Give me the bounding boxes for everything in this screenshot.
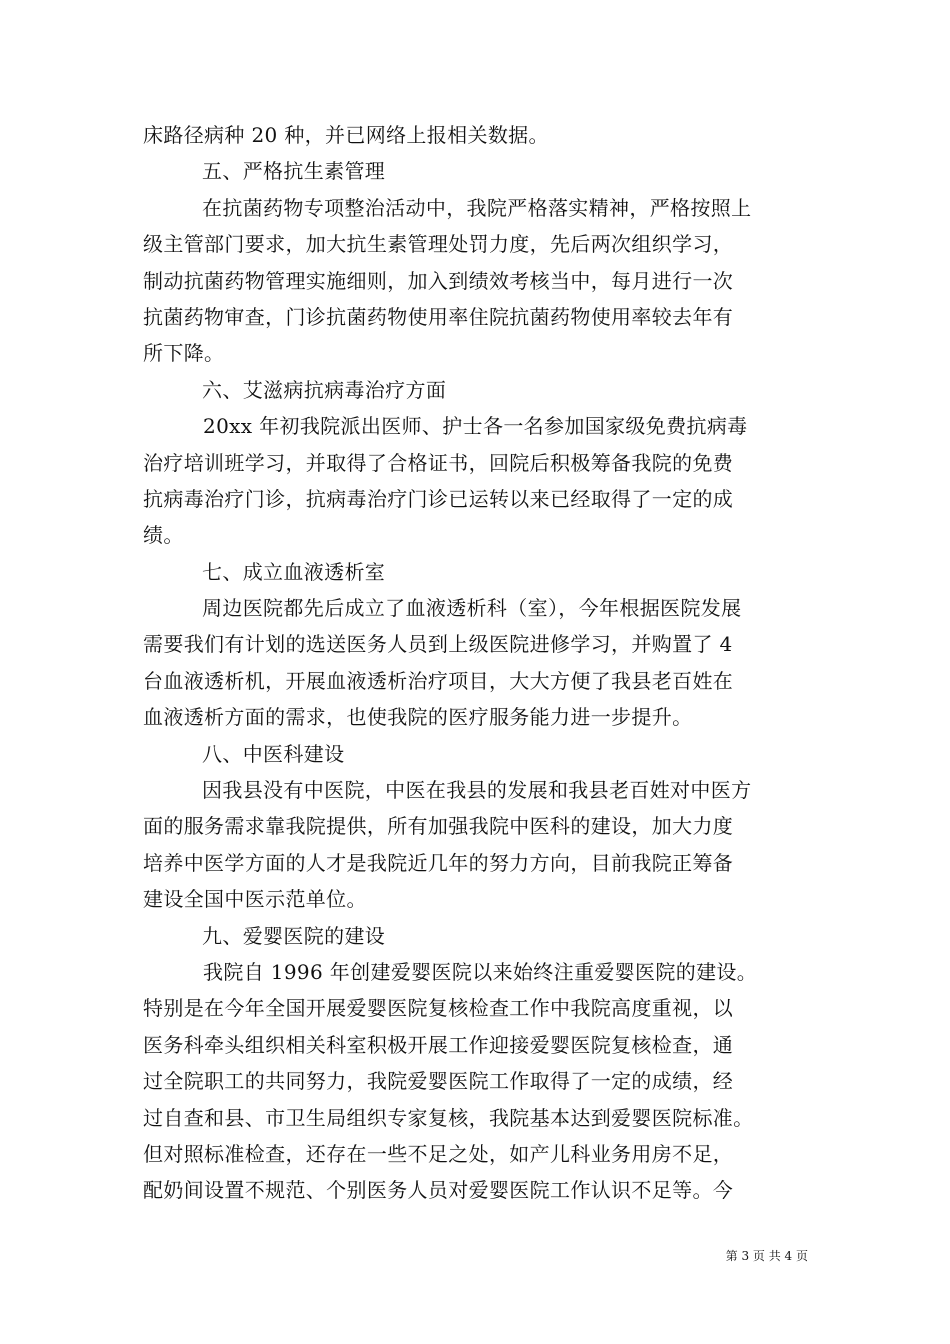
text-line: 制动抗菌药物管理实施细则，加入到绩效考核当中，每月进行一次 (143, 268, 734, 293)
text-line: 特别是在今年全国开展爱婴医院复核检查工作中我院高度重视，以 (143, 996, 734, 1021)
text-line: 过自查和县、市卫生局组织专家复核，我院基本达到爱婴医院标准。 (143, 1105, 754, 1130)
text-line: 在抗菌药物专项整治活动中，我院严格落实精神，严格按照上 (202, 195, 752, 220)
text-line: 我院自 1996 年创建爱婴医院以来始终注重爱婴医院的建设。 (203, 959, 758, 984)
section-heading-baby-friendly: 九、爱婴医院的建设 (202, 923, 386, 948)
text-line: 培养中医学方面的人才是我院近几年的努力方向，目前我院正筹备 (143, 850, 734, 875)
text-line: 绩。 (143, 523, 184, 548)
text-line: 级主管部门要求，加大抗生素管理处罚力度，先后两次组织学习， (143, 232, 734, 257)
section-heading-dialysis: 七、成立血液透析室 (202, 559, 386, 584)
section-heading-tcm: 八、中医科建设 (202, 741, 345, 766)
text-line: 面的服务需求靠我院提供，所有加强我院中医科的建设，加大力度 (143, 814, 734, 839)
text-line: 配奶间设置不规范、个别医务人员对爱婴医院工作认识不足等。今 (143, 1178, 734, 1203)
text-line: 所下降。 (143, 341, 225, 366)
text-line: 床路径病种 20 种，并已网络上报相关数据。 (143, 123, 549, 147)
text-line: 周边医院都先后成立了血液透析科（室），今年根据医院发展 (202, 596, 742, 621)
text-line: 建设全国中医示范单位。 (143, 887, 367, 912)
text-line: 抗病毒治疗门诊，抗病毒治疗门诊已运转以来已经取得了一定的成 (143, 486, 734, 511)
text-line: 抗菌药物审查，门诊抗菌药物使用率住院抗菌药物使用率较去年有 (143, 304, 734, 329)
section-heading-antibiotics: 五、严格抗生素管理 (202, 159, 386, 184)
text-line: 需要我们有计划的选送医务人员到上级医院进修学习，并购置了 4 (143, 632, 733, 657)
page-number: 第 3 页 共 4 页 (725, 1249, 808, 1263)
text-line: 血液透析方面的需求，也使我院的医疗服务能力进一步提升。 (143, 705, 693, 730)
text-line: 治疗培训班学习，并取得了合格证书，回院后积极筹备我院的免费 (143, 450, 734, 475)
text-line: 医务科牵头组织相关科室积极开展工作迎接爱婴医院复核检查，通 (143, 1032, 734, 1057)
text-line: 但对照标准检查，还存在一些不足之处，如产儿科业务用房不足， (143, 1141, 734, 1166)
text-line: 台血液透析机，开展血液透析治疗项目，大大方便了我县老百姓在 (143, 668, 734, 693)
text-line: 过全院职工的共同努力，我院爱婴医院工作取得了一定的成绩，经 (143, 1069, 734, 1094)
text-line: 20xx 年初我院派出医师、护士各一名参加国家级免费抗病毒 (203, 414, 748, 439)
section-heading-aids: 六、艾滋病抗病毒治疗方面 (202, 377, 447, 402)
text-line: 因我县没有中医院，中医在我县的发展和我县老百姓对中医方 (202, 778, 752, 803)
document-body (143, 117, 813, 1209)
